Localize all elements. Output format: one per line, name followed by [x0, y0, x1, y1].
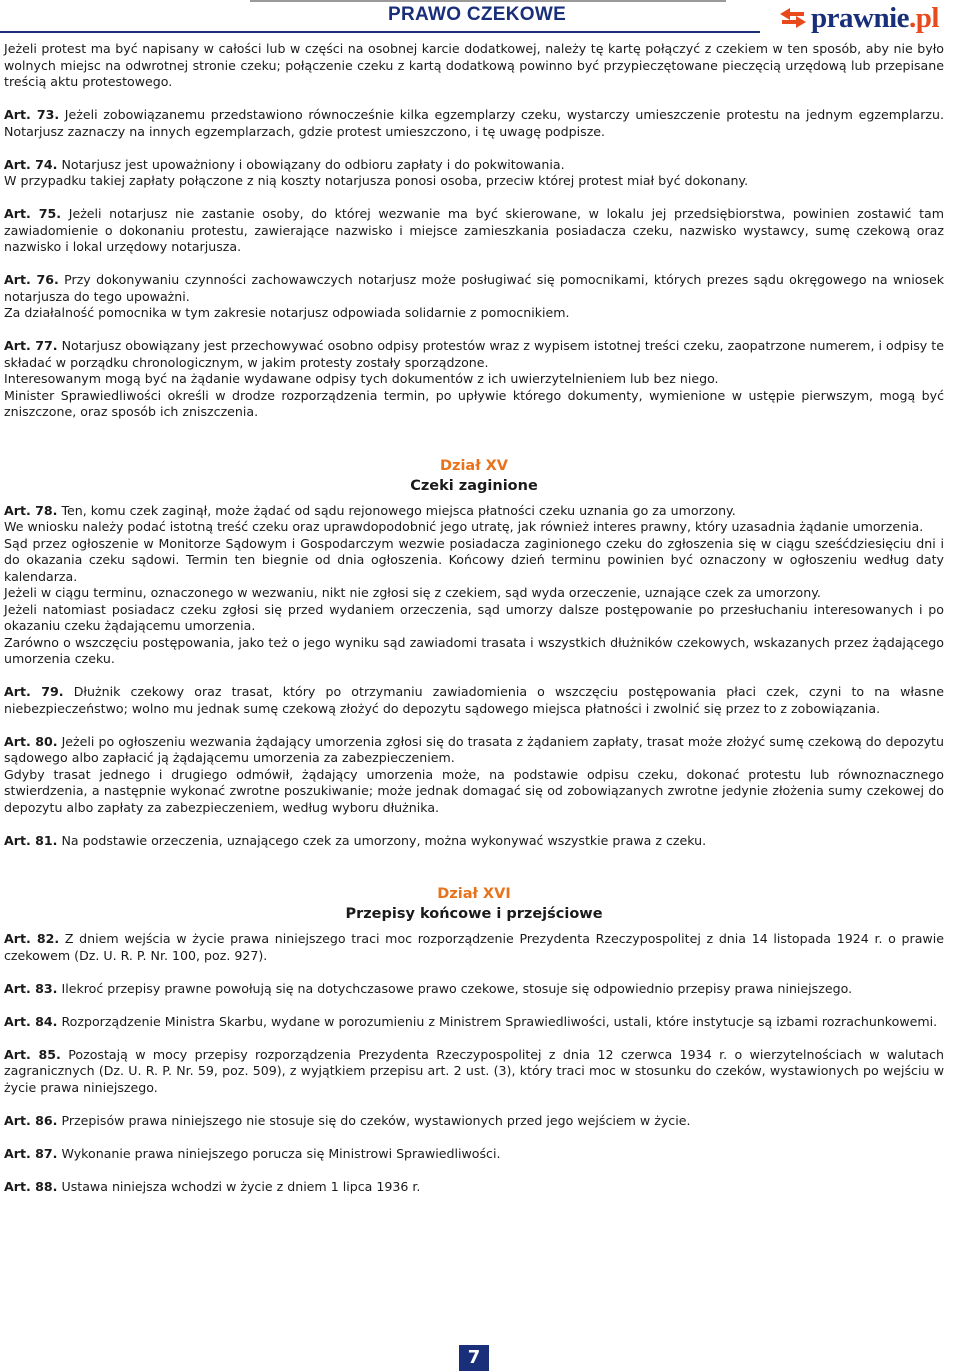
section-number: Dział XV	[439, 457, 509, 474]
article-text: Przepisów prawa niniejszego nie stosuje się do czeków, wystawionych przed jego wejściem w życie.	[61, 1112, 691, 1128]
article-label: Art. 77.	[4, 338, 58, 353]
article-86	[4, 1113, 944, 1130]
article-label: Art. 76.	[4, 272, 59, 287]
article-75	[4, 206, 944, 256]
article-label: Art. 78.	[4, 502, 58, 518]
article-77	[4, 338, 944, 371]
article-84	[4, 1014, 944, 1031]
article-78	[4, 503, 944, 520]
article-80-para-2: Gdyby trasat jednego i drugiego odmówił, żądający umorzenia może, na podstawie odpisu czeku, dokonać protestu lub równoznacznego stwierdzenia, a następnie wykonać zwrotne poszukiwanie; może jednak domagać się od zobowiązanych zwrotne jedynie złożenia sumy czekowej do depozytu albo zapłaty za zabezpieczeniem, według wyboru dłużnika.	[4, 766, 944, 815]
article-81	[4, 833, 944, 850]
article-73	[4, 107, 944, 140]
header-bottom-rule	[0, 31, 760, 33]
article-label: Art. 84.	[4, 1013, 58, 1029]
article-label: Art. 75.	[4, 206, 62, 221]
article-text: Z dniem wejścia w życie prawa niniejszego traci moc rozporządzenie Prezydenta Rzeczypospolitej z dnia 14 listopada 1924 r. o prawie czekowem (Dz. U. R. P. Nr. 100, poz. 927).	[4, 931, 944, 963]
article-text: Przy dokonywaniu czynności zachowawczych notarjusz może posługiwać się pomocnikami, których prezes sądu okręgowego na wniosek notarjusza do tego upoważni.	[4, 272, 944, 304]
article-text: Jeżeli po ogłoszeniu wezwania żądający umorzenia zgłosi się do trasata z żądaniem zapłaty, trasat może złożyć sumę czekową do depozytu sądowego albo zapłacić ją żądającemu umorzenia za zabezpieczeniem.	[4, 733, 944, 765]
paragraph-intro: Jeżeli protest ma być napisany w całości lub w części na osobnej karcie dodatkowej, należy tę kartę połączyć z czekiem w ten sposób, aby nie było wolnych miejsc na odwrotnej stronie czeku; połączenie czeku z kartą dodatkową powinno być przypieczętowane pieczęcią urzędową lub przepisane treścią aktu protestowego.	[4, 41, 944, 89]
article-label: Art. 82.	[4, 931, 60, 946]
article-label: Art. 80.	[4, 733, 58, 749]
section-title: Czeki zaginione	[410, 477, 538, 494]
article-78-para-3: Sąd przez ogłoszenie w Monitorze Sądowym i Gospodarczym wezwie posiadacza zaginionego czeku do zgłoszenia się w ciągu sześćdziesięciu dni i do okazania czeku sądowi. Termin ten biegnie od dnia ogłoszenia. Końcowy dzień terminu powinien być oznaczony w ogłoszeniu według daty kalendarza.	[4, 535, 944, 584]
article-text: Notarjusz jest upoważniony i obowiązany do odbioru zapłaty i do pokwitowania.	[61, 156, 565, 172]
article-label: Art. 79.	[4, 684, 64, 699]
section-number: Dział XVI	[437, 886, 511, 902]
section-heading-xvi	[4, 884, 944, 924]
logo-wordmark: prawnie.pl	[811, 1, 939, 34]
article-text: Wykonanie prawa niniejszego porucza się Ministrowi Sprawiedliwości.	[61, 1145, 501, 1161]
article-77-para-2: Interesowanym mogą być na żądanie wydawane odpisy tych dokumentów z ich uwierzytelnieniem lub bez niego.	[4, 371, 719, 386]
article-text: Jeżeli zobowiązanemu przedstawiono równocześnie kilka egzemplarzy czeku, wystarczy umieszczenie protestu na jednym egzemplarzu. Notarjusz zaznaczy na innych egzemplarzach, gdzie protest umieszczono, i tę uwagę podpisze.	[4, 107, 944, 139]
prawnie-logo	[778, 2, 939, 34]
document-body	[4, 41, 944, 1195]
article-text: Ustawa niniejsza wchodzi w życie z dniem 1 lipca 1936 r.	[61, 1178, 421, 1194]
article-77-para-3: Minister Sprawiedliwości określi w drodze rozporządzenia termin, po upływie którego dokumenty, wymienione w ustępie pierwszym, mogą być zniszczone, oraz sposób ich zniszczenia.	[4, 387, 944, 419]
article-label: Art. 74.	[4, 156, 58, 172]
article-text: Notarjusz obowiązany jest przechowywać osobno odpisy protestów wraz z wypisem istotnej treści czeku, zaopatrzone numerem, i odpisy te składać w porządku chronologicznym, w jakim protesty zostały sporządzone.	[4, 338, 944, 370]
article-label: Art. 73.	[4, 107, 60, 122]
article-text: Pozostają w mocy przepisy rozporządzenia Prezydenta Rzeczypospolitej z dnia 12 czerwca 1934 r. o wierzytelnościach w walutach zagranicznych (Dz. U. R. P. Nr. 59, poz. 509), z wyjątkiem przepisu art. 2 ust. (3), który traci moc w stosunku do czeków, wystawionych po wejściu w życie prawa niniejszego.	[4, 1046, 944, 1095]
document-title: PRAWO CZEKOWE	[388, 4, 567, 25]
article-74-para-2: W przypadku takiej zapłaty połączone z nią koszty notarjusza ponosi osoba, przeciw której protest miał być dokonany.	[4, 173, 749, 188]
article-text: Ilekroć przepisy prawne powołują się na dotychczasowe prawo czekowe, stosuje się odpowiednio przepisy prawa niniejszego.	[61, 980, 853, 996]
article-label: Art. 87.	[4, 1145, 58, 1161]
article-83	[4, 981, 944, 998]
article-76-para-2: Za działalność pomocnika w tym zakresie notarjusz odpowiada solidarnie z pomocnikiem.	[4, 305, 570, 320]
article-label: Art. 81.	[4, 832, 58, 848]
article-text: Dłużnik czekowy oraz trasat, który po otrzymaniu zawiadomienia o wszczęciu postępowania płaci czek, czyni to na własne niebezpieczeństwo; wolno mu jednak sumę czekową złożyć do depozytu sądowego miejsca płatności i zwolnić się przez to z zobowiązania.	[4, 684, 944, 716]
article-label: Art. 88.	[4, 1178, 58, 1194]
article-text: Ten, komu czek zaginął, może żądać od sądu rejonowego miejsca płatności czeku uznania go za umorzony.	[61, 502, 736, 518]
article-88	[4, 1179, 944, 1196]
page-header	[0, 0, 960, 34]
article-78-para-2: We wniosku należy podać istotną treść czeku oraz uprawdopodobnić jego utratę, jak również interes prawny, który uzasadnia żądanie umorzenia.	[4, 519, 924, 534]
article-label: Art. 85.	[4, 1046, 61, 1062]
article-text: Rozporządzenie Ministra Skarbu, wydane w porozumieniu z Ministrem Sprawiedliwości, ustali, które instytucje są izbami rozrachunkowemi.	[61, 1013, 938, 1029]
article-78-para-6: Zarówno o wszczęciu postępowania, jako też o jego wyniku sąd zawiadomi trasata i wszystkich dłużników czekowych, wskazanych przez żądającego umorzenia czeku.	[4, 634, 944, 666]
logo-arrows-icon	[778, 6, 808, 30]
article-label: Art. 83.	[4, 980, 58, 996]
section-title: Przepisy końcowe i przejściowe	[345, 906, 603, 922]
section-heading-xv	[4, 456, 944, 496]
article-82	[4, 931, 944, 964]
article-79	[4, 684, 944, 717]
article-85	[4, 1047, 944, 1097]
article-78-para-4: Jeżeli w ciągu terminu, oznaczonego w wezwaniu, nikt nie zgłosi się z czekiem, sąd wyda orzeczenie, uznające czek za umorzony.	[4, 585, 821, 600]
article-text: Na podstawie orzeczenia, uznającego czek za umorzony, można wykonywać wszystkie prawa z czeku.	[61, 832, 707, 848]
article-78-para-5: Jeżeli natomiast posiadacz czeku zgłosi się przed wydaniem orzeczenia, sąd umorzy dalsze postępowanie po przesłuchaniu interesowanych i po okazaniu czeku żądającemu umorzenia.	[4, 601, 944, 633]
page-number: 7	[459, 1345, 489, 1371]
article-80	[4, 734, 944, 767]
article-text: Jeżeli notarjusz nie zastanie osoby, do której wezwanie ma być skierowane, w lokalu jej przedsiębiorstwa, powinien zostawić tam zawiadomienie o dokonaniu protestu, zawierające nazwisko i miejsce zamieszkania posiadacza czeku, nazwisko wystawcy, sumę czekową oraz nazwisko i lokal urzędowy notarjusza.	[4, 206, 944, 254]
article-87	[4, 1146, 944, 1163]
article-label: Art. 86.	[4, 1112, 58, 1128]
article-76	[4, 272, 944, 305]
article-74	[4, 157, 944, 174]
header-top-rule	[250, 0, 726, 2]
